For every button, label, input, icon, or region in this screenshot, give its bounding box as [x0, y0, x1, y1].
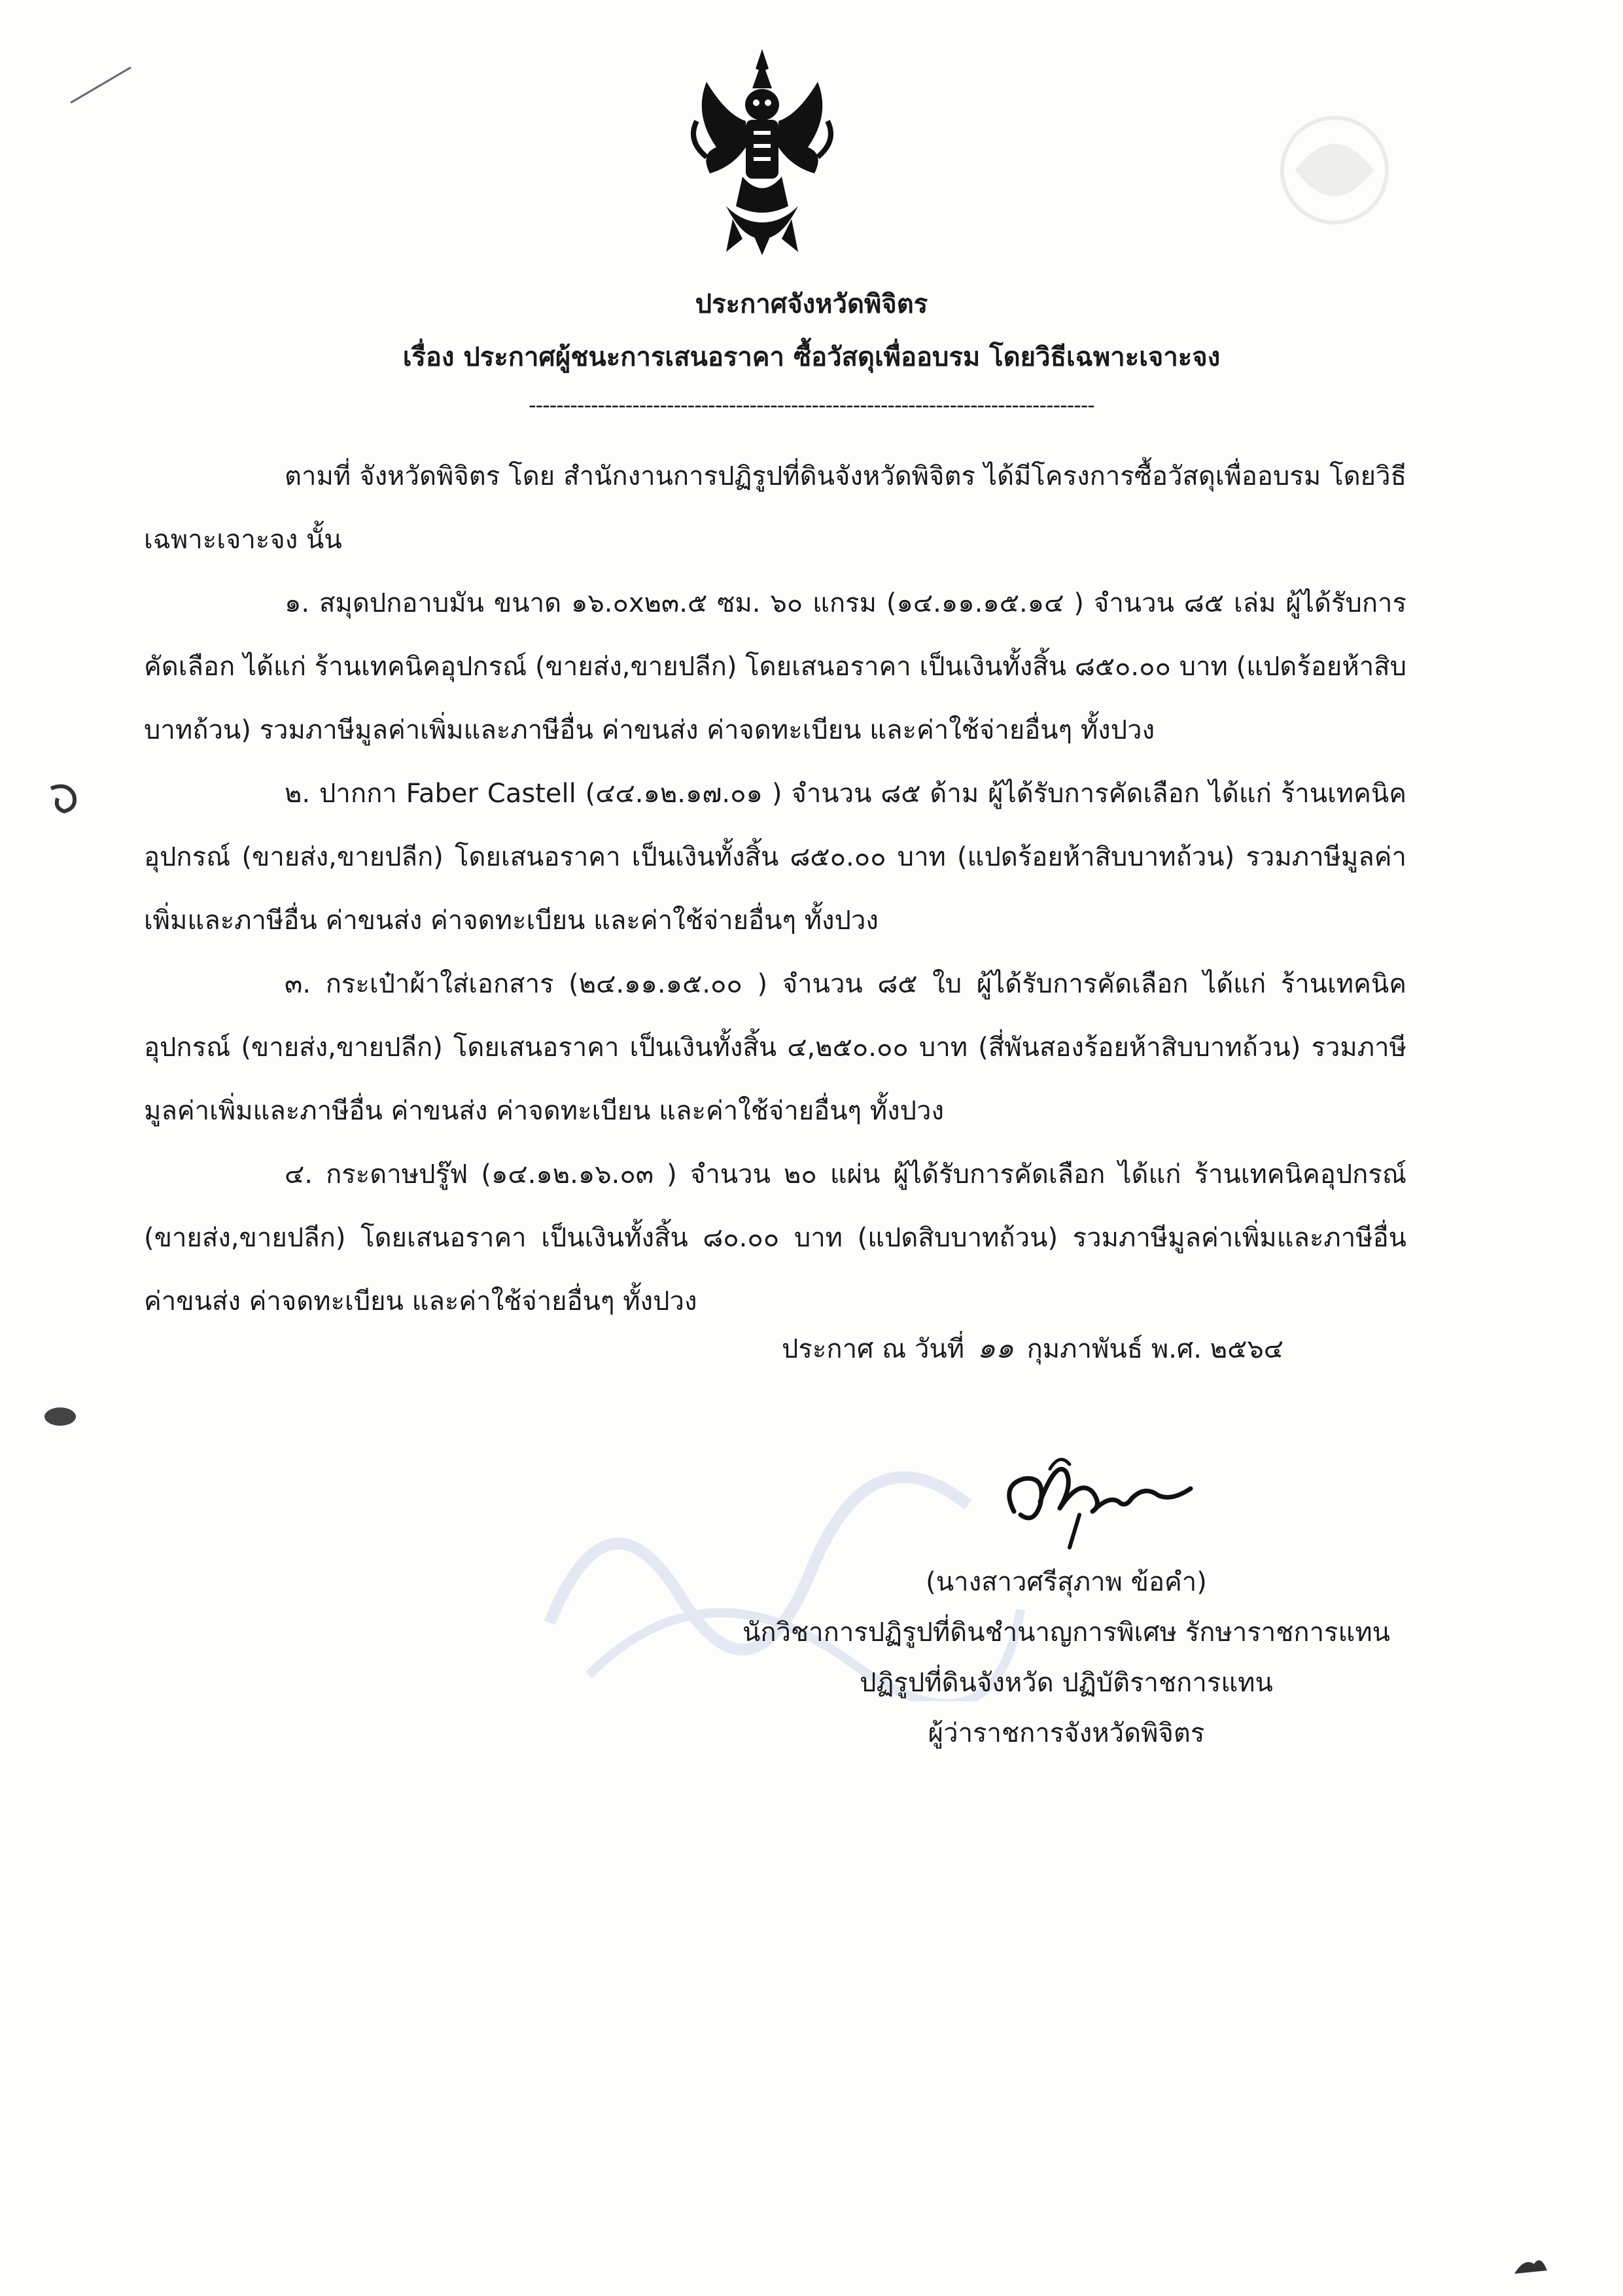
item-paragraph-3: ๓. กระเป๋าผ้าใส่เอกสาร (๒๔.๑๑.๑๕.๐๐ ) จำนวน ๘๕ ใบ ผู้ได้รับการคัดเลือก ได้แก่ ร้านเทคนิคอุปกรณ์ (ขายส่ง,ขายปลีก) โดยเสนอราคา เป็นเงินทั้งสิ้น ๔,๒๕๐.๐๐ บาท (สี่พันสองร้อยห้าสิบบาทถ้วน) รวมภาษีมูลค่าเพิ่มและภาษีอื่น ค่าขนส่ง ค่าจดทะเบียน และค่าใช้จ่ายอื่นๆ ทั้งปวง — [144, 969, 1406, 1126]
date-day: ๑๑ — [977, 1332, 1014, 1365]
announcement-date — [782, 1325, 1283, 1371]
handwritten-signature — [994, 1433, 1204, 1551]
pen-stroke-mark — [65, 62, 137, 108]
bleed-through-emblem — [1269, 105, 1400, 236]
intro-paragraph: ตามที่ จังหวัดพิจิตร โดย สำนักงานการปฏิรูปที่ดินจังหวัดพิจิตร ได้มีโครงการซื้อวัสดุเพื่ออบรม โดยวิธีเฉพาะเจาะจง นั้น — [144, 461, 1406, 555]
punch-hole-mark — [41, 1400, 80, 1433]
date-prefix: ประกาศ ณ วันที่ — [782, 1334, 965, 1364]
signatory-block — [687, 1557, 1446, 1759]
separator-line: ---------------------------------------------------------------------------------- — [529, 393, 1094, 417]
document-title: ประกาศจังหวัดพิจิตร — [695, 289, 928, 319]
document-body — [144, 445, 1406, 1333]
signatory-name: (นางสาวศรีสุภาพ ข้อคำ) — [926, 1567, 1207, 1597]
date-month-year: กุมภาพันธ์ พ.ศ. ๒๕๖๔ — [1026, 1334, 1284, 1364]
punch-hole-mark — [44, 779, 84, 818]
signatory-position-1: นักวิชาการปฏิรูปที่ดินชำนาญการพิเศษ รักษาราชการแทน — [742, 1617, 1391, 1648]
item-paragraph-1: ๑. สมุดปกอาบมัน ขนาด ๑๖.๐x๒๓.๕ ซม. ๖๐ แกรม (๑๔.๑๑.๑๕.๑๔ ) จำนวน ๘๕ เล่ม ผู้ได้รับการคัดเลือก ได้แก่ ร้านเทคนิคอุปกรณ์ (ขายส่ง,ขายปลีก) โดยเสนอราคา เป็นเงินทั้งสิ้น ๘๕๐.๐๐ บาท (แปดร้อยห้าสิบบาทถ้วน) รวมภาษีมูลค่าเพิ่มและภาษีอื่น ค่าขนส่ง ค่าจดทะเบียน และค่าใช้จ่ายอื่นๆ ทั้งปวง — [144, 588, 1406, 745]
signatory-position-2: ปฏิรูปที่ดินจังหวัด ปฏิบัติราชการแทน — [860, 1668, 1273, 1698]
corner-scan-mark — [1511, 2251, 1550, 2277]
item-paragraph-4: ๔. กระดาษปรู๊ฟ (๑๔.๑๒.๑๖.๐๓ ) จำนวน ๒๐ แผ่น ผู้ได้รับการคัดเลือก ได้แก่ ร้านเทคนิคอุปกรณ์ (ขายส่ง,ขายปลีก) โดยเสนอราคา เป็นเงินทั้งสิ้น ๘๐.๐๐ บาท (แปดสิบบาทถ้วน) รวมภาษีมูลค่าเพิ่มและภาษีอื่น ค่าขนส่ง ค่าจดทะเบียน และค่าใช้จ่ายอื่นๆ ทั้งปวง — [144, 1159, 1406, 1316]
item-paragraph-2: ๒. ปากกา Faber Castell (๔๔.๑๒.๑๗.๐๑ ) จำนวน ๘๕ ด้าม ผู้ได้รับการคัดเลือก ได้แก่ ร้านเทคนิคอุปกรณ์ (ขายส่ง,ขายปลีก) โดยเสนอราคา เป็นเงินทั้งสิ้น ๘๕๐.๐๐ บาท (แปดร้อยห้าสิบบาทถ้วน) รวมภาษีมูลค่าเพิ่มและภาษีอื่น ค่าขนส่ง ค่าจดทะเบียน และค่าใช้จ่ายอื่นๆ ทั้งปวง — [144, 779, 1407, 936]
document-subject: เรื่อง ประกาศผู้ชนะการเสนอราคา ซื้อวัสดุเพื่ออบรม โดยวิธีเฉพาะเจาะจง — [402, 342, 1221, 372]
garuda-emblem-icon — [680, 43, 844, 258]
signatory-position-3: ผู้ว่าราชการจังหวัดพิจิตร — [928, 1718, 1205, 1748]
